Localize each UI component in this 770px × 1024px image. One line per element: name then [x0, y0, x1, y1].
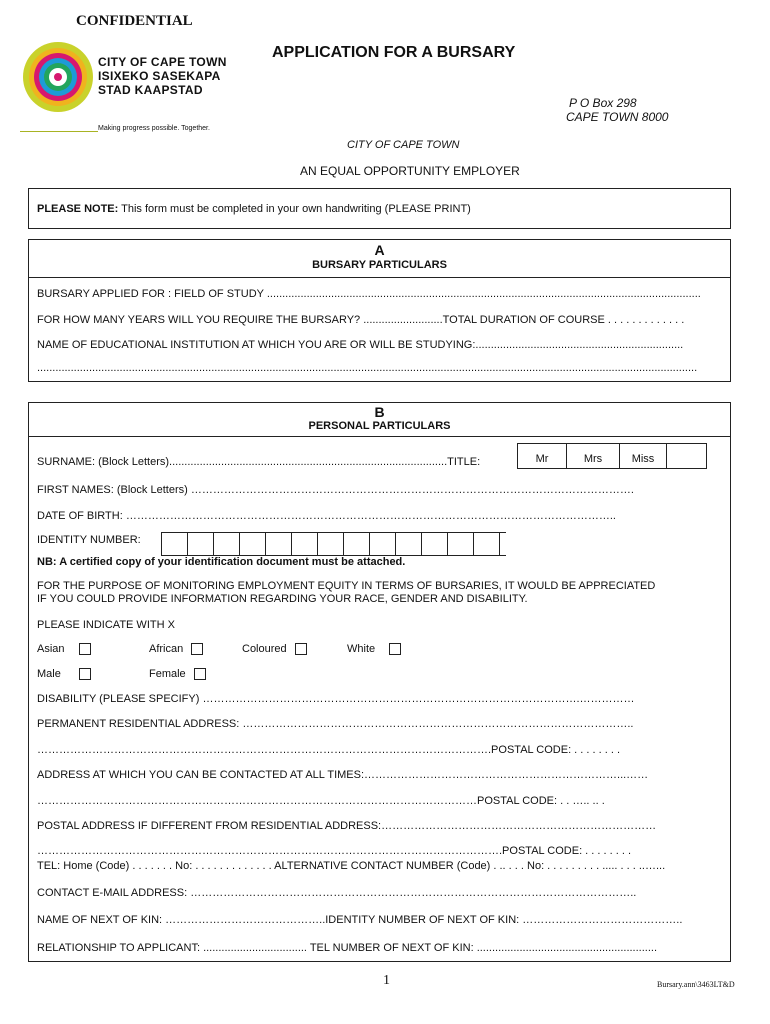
document-reference: Bursary.ann\3463LT&D: [657, 980, 735, 989]
city-logo-icon: [20, 38, 96, 116]
confidential-label: CONFIDENTIAL: [76, 13, 193, 29]
equal-opportunity: AN EQUAL OPPORTUNITY EMPLOYER: [300, 164, 520, 178]
id-digit-box[interactable]: [448, 533, 474, 555]
id-digit-box[interactable]: [318, 533, 344, 555]
id-digit-box[interactable]: [162, 533, 188, 555]
gender-label: Male: [37, 668, 61, 680]
first-names-line[interactable]: FIRST NAMES: (Block Letters) ………………………………………………………………………………………………………….: [37, 484, 634, 496]
note-text: [37, 203, 471, 215]
note-label: PLEASE NOTE:: [37, 203, 119, 215]
identity-number-label: IDENTITY NUMBER:: [37, 534, 141, 546]
title-mrs[interactable]: Mrs: [567, 444, 620, 468]
section-b-divider: [29, 436, 730, 437]
section-b: [28, 402, 731, 962]
identity-number-boxes[interactable]: [161, 532, 506, 556]
section-a-letter: A: [374, 242, 385, 258]
nb-certified-copy: NB: A certified copy of your identification document must be attached.: [37, 556, 406, 568]
id-digit-box[interactable]: [422, 533, 448, 555]
id-digit-box[interactable]: [266, 533, 292, 555]
id-digit-box[interactable]: [396, 533, 422, 555]
id-digit-box[interactable]: [344, 533, 370, 555]
section-a-title: BURSARY PARTICULARS: [312, 259, 447, 271]
section-b-title: PERSONAL PARTICULARS: [308, 420, 451, 432]
next-of-kin-line[interactable]: NAME OF NEXT OF KIN: ……………………………………..IDENTITY NUMBER OF NEXT OF KIN: ……………………………………..: [37, 914, 683, 926]
checkbox-white[interactable]: [389, 643, 401, 655]
permanent-postal-code-line[interactable]: …………………………………………………………………………………………………………….POSTAL CODE: . . . . . . . .: [37, 744, 621, 756]
title-options: [517, 443, 707, 469]
race-label: Coloured: [242, 643, 287, 655]
id-digit-box[interactable]: [214, 533, 240, 555]
po-box: P O Box 298: [569, 96, 637, 110]
race-option-white[interactable]: [347, 643, 401, 655]
section-a: [28, 239, 731, 382]
email-line[interactable]: CONTACT E-MAIL ADDRESS: …………………………………………………………………………………………………………..: [37, 887, 637, 899]
race-option-african[interactable]: [149, 643, 203, 655]
contact-postal-code-line[interactable]: …………………………………………………………………………………………………………POSTAL CODE: . . ….. .. .: [37, 795, 605, 807]
relationship-line[interactable]: RELATIONSHIP TO APPLICANT: .................................. TEL NUMBER OF NEXT OF KIN: ...........................................................: [37, 942, 658, 954]
city-postal: CAPE TOWN 8000: [566, 110, 669, 124]
checkbox-female[interactable]: [194, 668, 206, 680]
title-other[interactable]: [667, 444, 706, 468]
logo-text: [98, 55, 227, 97]
title-mr[interactable]: Mr: [518, 444, 567, 468]
bursary-years-line[interactable]: FOR HOW MANY YEARS WILL YOU REQUIRE THE BURSARY? ..........................TOTAL DURATION OF COURSE . . . . . . . . . . . . .: [37, 314, 685, 326]
postal-address-code-line[interactable]: ……………………………………………………………………………………………………………….POSTAL CODE: . . . . . . . .: [37, 845, 632, 857]
disability-line[interactable]: DISABILITY (PLEASE SPECIFY) ………………………………………………………………………………………….……………: [37, 693, 635, 705]
monitoring-text-1: FOR THE PURPOSE OF MONITORING EMPLOYMENT EQUITY IN TERMS OF BURSARIES, IT WOULD BE APPRECIATED: [37, 580, 656, 592]
race-label: White: [347, 643, 376, 655]
id-digit-box[interactable]: [292, 533, 318, 555]
checkbox-male[interactable]: [79, 668, 91, 680]
contact-address-line[interactable]: ADDRESS AT WHICH YOU CAN BE CONTACTED AT ALL TIMES:……………………………………………………………...……: [37, 769, 649, 781]
race-option-asian[interactable]: [37, 643, 91, 655]
logo-line: ISIXEKO SASEKAPA: [98, 69, 221, 83]
id-digit-box[interactable]: [370, 533, 396, 555]
telephone-line[interactable]: TEL: Home (Code) . . . . . . . No: . . . . . . . . . . . . . ALTERNATIVE CONTACT NUMBER (Code) . .. . . . No: . . . . . . . . . ..... . . . ..…...: [37, 860, 666, 872]
title-miss[interactable]: Miss: [620, 444, 667, 468]
logo-line: CITY OF CAPE TOWN: [98, 55, 227, 69]
note-box: [28, 188, 731, 229]
gender-option-male[interactable]: [37, 668, 91, 680]
page-number: 1: [383, 973, 390, 988]
indicate-instruction: PLEASE INDICATE WITH X: [37, 619, 175, 631]
checkbox-asian[interactable]: [79, 643, 91, 655]
race-option-coloured[interactable]: [242, 643, 307, 655]
monitoring-text-2: IF YOU COULD PROVIDE INFORMATION REGARDING YOUR RACE, GENDER AND DISABILITY.: [37, 593, 528, 605]
checkbox-coloured[interactable]: [295, 643, 307, 655]
gender-option-female[interactable]: [149, 668, 206, 680]
date-of-birth-line[interactable]: DATE OF BIRTH: ……………………………………………………………………………………………………………………..: [37, 510, 616, 522]
id-digit-box[interactable]: [188, 533, 214, 555]
postal-address-line[interactable]: POSTAL ADDRESS IF DIFFERENT FROM RESIDENTIAL ADDRESS:…………………………………………………………………: [37, 820, 657, 832]
institution-line[interactable]: NAME OF EDUCATIONAL INSTITUTION AT WHICH YOU ARE OR WILL BE STUDYING:....................................................................: [37, 339, 684, 351]
org-name: CITY OF CAPE TOWN: [347, 139, 460, 151]
surname-line[interactable]: SURNAME: (Block Letters)...........................................................................................TITLE:: [37, 456, 481, 468]
race-label: African: [149, 643, 184, 655]
permanent-address-line[interactable]: PERMANENT RESIDENTIAL ADDRESS: ……………………………………………………………………………………………..: [37, 718, 634, 730]
note-body: This form must be completed in your own handwriting (PLEASE PRINT): [121, 203, 471, 215]
logo-line: STAD KAAPSTAD: [98, 83, 203, 97]
checkbox-african[interactable]: [191, 643, 203, 655]
institution-continuation-line[interactable]: ........................................................................................................................................................................................................................: [37, 362, 698, 374]
gender-label: Female: [149, 668, 186, 680]
tagline-rule: [20, 131, 98, 132]
tagline: Making progress possible. Together.: [98, 125, 210, 132]
race-label: Asian: [37, 643, 65, 655]
id-digit-box[interactable]: [240, 533, 266, 555]
id-digit-box[interactable]: [474, 533, 500, 555]
page-title: APPLICATION FOR A BURSARY: [272, 44, 516, 61]
field-of-study-line[interactable]: BURSARY APPLIED FOR : FIELD OF STUDY ..............................................................................................................................................: [37, 288, 701, 300]
section-b-letter: B: [374, 404, 385, 420]
section-a-divider: [29, 277, 730, 278]
